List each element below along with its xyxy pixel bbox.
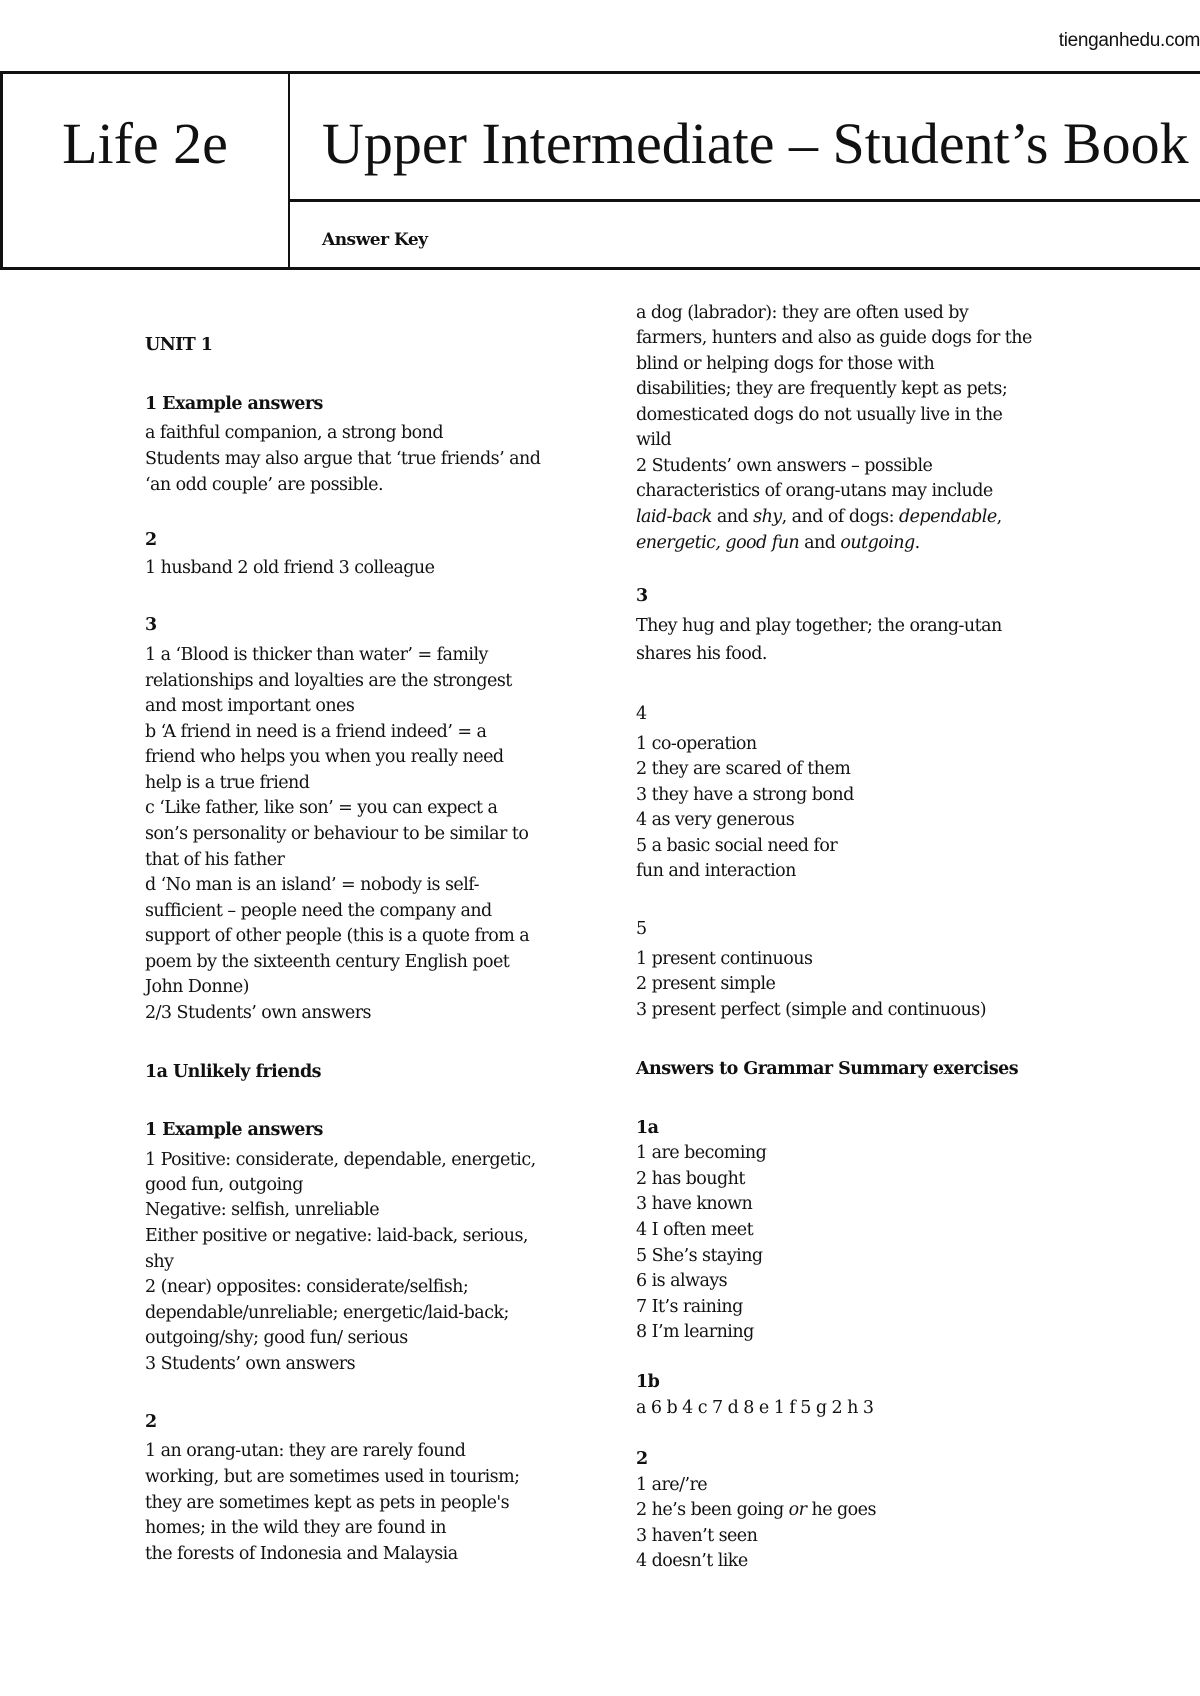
answer-line: friend who helps you when you really need xyxy=(145,747,504,767)
answer-line: Negative: selfish, unreliable xyxy=(145,1200,380,1220)
answer-key-label: Answer Key xyxy=(322,230,428,250)
answer-line: domesticated dogs do not usually live in the xyxy=(636,405,1003,425)
answer-line: 1 husband 2 old friend 3 colleague xyxy=(145,558,435,578)
answer-line: ‘an odd couple’ are possible. xyxy=(145,475,384,495)
answer-line: 8 I’m learning xyxy=(636,1322,754,1342)
answer-line: son’s personality or behaviour to be similar to xyxy=(145,824,529,844)
site-watermark: tienganhedu.com xyxy=(1058,30,1200,51)
answer-line: c ‘Like father, like son’ = you can expect a xyxy=(145,798,498,818)
answer-line: 2 present simple xyxy=(636,974,776,994)
answer-line: 3 haven’t seen xyxy=(636,1526,758,1546)
answer-line: 3 they have a strong bond xyxy=(636,785,854,805)
section-heading: 2 xyxy=(145,530,157,550)
answer-line: good fun, outgoing xyxy=(145,1175,303,1195)
italic-term: laid-back xyxy=(636,507,712,527)
answer-line: 1 are becoming xyxy=(636,1143,767,1163)
answer-line: help is a true friend xyxy=(145,773,310,793)
italic-term: dependable xyxy=(898,507,997,527)
brand-title: Life 2e xyxy=(62,111,228,176)
answer-line: 2 has bought xyxy=(636,1169,745,1189)
answer-line: d ‘No man is an island’ = nobody is self- xyxy=(145,875,479,895)
answer-line: characteristics of orang-utans may include xyxy=(636,481,993,501)
answer-line: 2/3 Students’ own answers xyxy=(145,1003,371,1023)
answer-line: a dog (labrador): they are often used by xyxy=(636,303,969,323)
answer-line: 1 present continuous xyxy=(636,949,813,969)
document-header xyxy=(0,71,1200,270)
answer-line: a faithful companion, a strong bond xyxy=(145,423,443,443)
answer-line: outgoing/shy; good fun/ serious xyxy=(145,1328,408,1348)
answer-line: Either positive or negative: laid-back, serious, xyxy=(145,1226,528,1246)
header-divider xyxy=(290,199,1200,202)
answer-line: homes; in the wild they are found in xyxy=(145,1518,447,1538)
answer-line: disabilities; they are frequently kept as pets; xyxy=(636,379,1008,399)
answer-line: 3 present perfect (simple and continuous) xyxy=(636,1000,987,1020)
answer-line: 7 It’s raining xyxy=(636,1297,743,1317)
answer-line: shares his food. xyxy=(636,644,767,664)
answer-line: They hug and play together; the orang-utan xyxy=(636,616,1002,636)
answer-line: sufficient – people need the company and xyxy=(145,901,492,921)
answer-line: 2 they are scared of them xyxy=(636,759,851,779)
answer-line-rich: 2 he’s been going or he goes xyxy=(636,1500,876,1520)
answer-line: poem by the sixteenth century English poet xyxy=(145,952,510,972)
answer-line: 4 as very generous xyxy=(636,810,795,830)
answer-line: 3 Students’ own answers xyxy=(145,1354,356,1374)
grammar-summary-heading: Answers to Grammar Summary exercises xyxy=(636,1059,1019,1079)
italic-term: outgoing xyxy=(840,533,915,553)
answer-line: 2 (near) opposites: considerate/selfish; xyxy=(145,1277,469,1297)
answer-line: 1 are/’re xyxy=(636,1475,708,1495)
answer-line-rich: laid-back and shy, and of dogs: dependable, xyxy=(636,507,1002,527)
answer-line: 5 She’s staying xyxy=(636,1246,763,1266)
answer-line: b ‘A friend in need is a friend indeed’ = a xyxy=(145,722,487,742)
answer-line: dependable/unreliable; energetic/laid-back; xyxy=(145,1303,509,1323)
answer-line: 2 Students’ own answers – possible xyxy=(636,456,933,476)
answer-line: and most important ones xyxy=(145,696,355,716)
answer-line: support of other people (this is a quote from a xyxy=(145,926,530,946)
answer-line: 1 co-operation xyxy=(636,734,757,754)
answer-line: farmers, hunters and also as guide dogs for the xyxy=(636,328,1032,348)
section-heading: 2 xyxy=(145,1412,157,1432)
italic-term: or xyxy=(788,1500,807,1520)
answer-line: 4 doesn’t like xyxy=(636,1551,748,1571)
section-heading: 3 xyxy=(636,586,648,606)
section-heading: 2 xyxy=(636,1449,648,1469)
answer-line: 1 an orang-utan: they are rarely found xyxy=(145,1441,466,1461)
section-heading: 1 Example answers xyxy=(145,1120,323,1140)
italic-term: shy xyxy=(753,507,782,527)
section-heading: 5 xyxy=(636,919,647,939)
answer-line: working, but are sometimes used in tourism; xyxy=(145,1467,520,1487)
answer-line: fun and interaction xyxy=(636,861,796,881)
answer-line: 3 have known xyxy=(636,1194,753,1214)
answer-line: they are sometimes kept as pets in people's xyxy=(145,1493,510,1513)
answer-line: a 6 b 4 c 7 d 8 e 1 f 5 g 2 h 3 xyxy=(636,1398,874,1418)
answer-line: John Donne) xyxy=(145,977,249,997)
section-heading: 1 Example answers xyxy=(145,394,323,414)
answer-line: 5 a basic social need for xyxy=(636,836,838,856)
section-heading: 4 xyxy=(636,704,647,724)
answer-line: blind or helping dogs for those with xyxy=(636,354,935,374)
answer-line: that of his father xyxy=(145,850,285,870)
italic-term: energetic, good fun xyxy=(636,533,800,553)
unit-heading: UNIT 1 xyxy=(145,335,213,355)
section-heading: 1b xyxy=(636,1372,660,1392)
section-heading: 1a xyxy=(636,1118,659,1138)
answer-line: Students may also argue that ‘true friends’ and xyxy=(145,449,541,469)
answer-line: shy xyxy=(145,1252,174,1272)
answer-line-rich: energetic, good fun and outgoing. xyxy=(636,533,920,553)
answer-line: 1 Positive: considerate, dependable, energetic, xyxy=(145,1150,536,1170)
answer-line: 1 a ‘Blood is thicker than water’ = family xyxy=(145,645,488,665)
answer-line: relationships and loyalties are the strongest xyxy=(145,671,512,691)
book-title: Upper Intermediate – Student’s Book xyxy=(322,111,1189,176)
answer-line: wild xyxy=(636,430,672,450)
lesson-heading: 1a Unlikely friends xyxy=(145,1062,321,1082)
section-heading: 3 xyxy=(145,615,157,635)
answer-line: 4 I often meet xyxy=(636,1220,754,1240)
answer-line: 6 is always xyxy=(636,1271,728,1291)
answer-line: the forests of Indonesia and Malaysia xyxy=(145,1544,458,1564)
